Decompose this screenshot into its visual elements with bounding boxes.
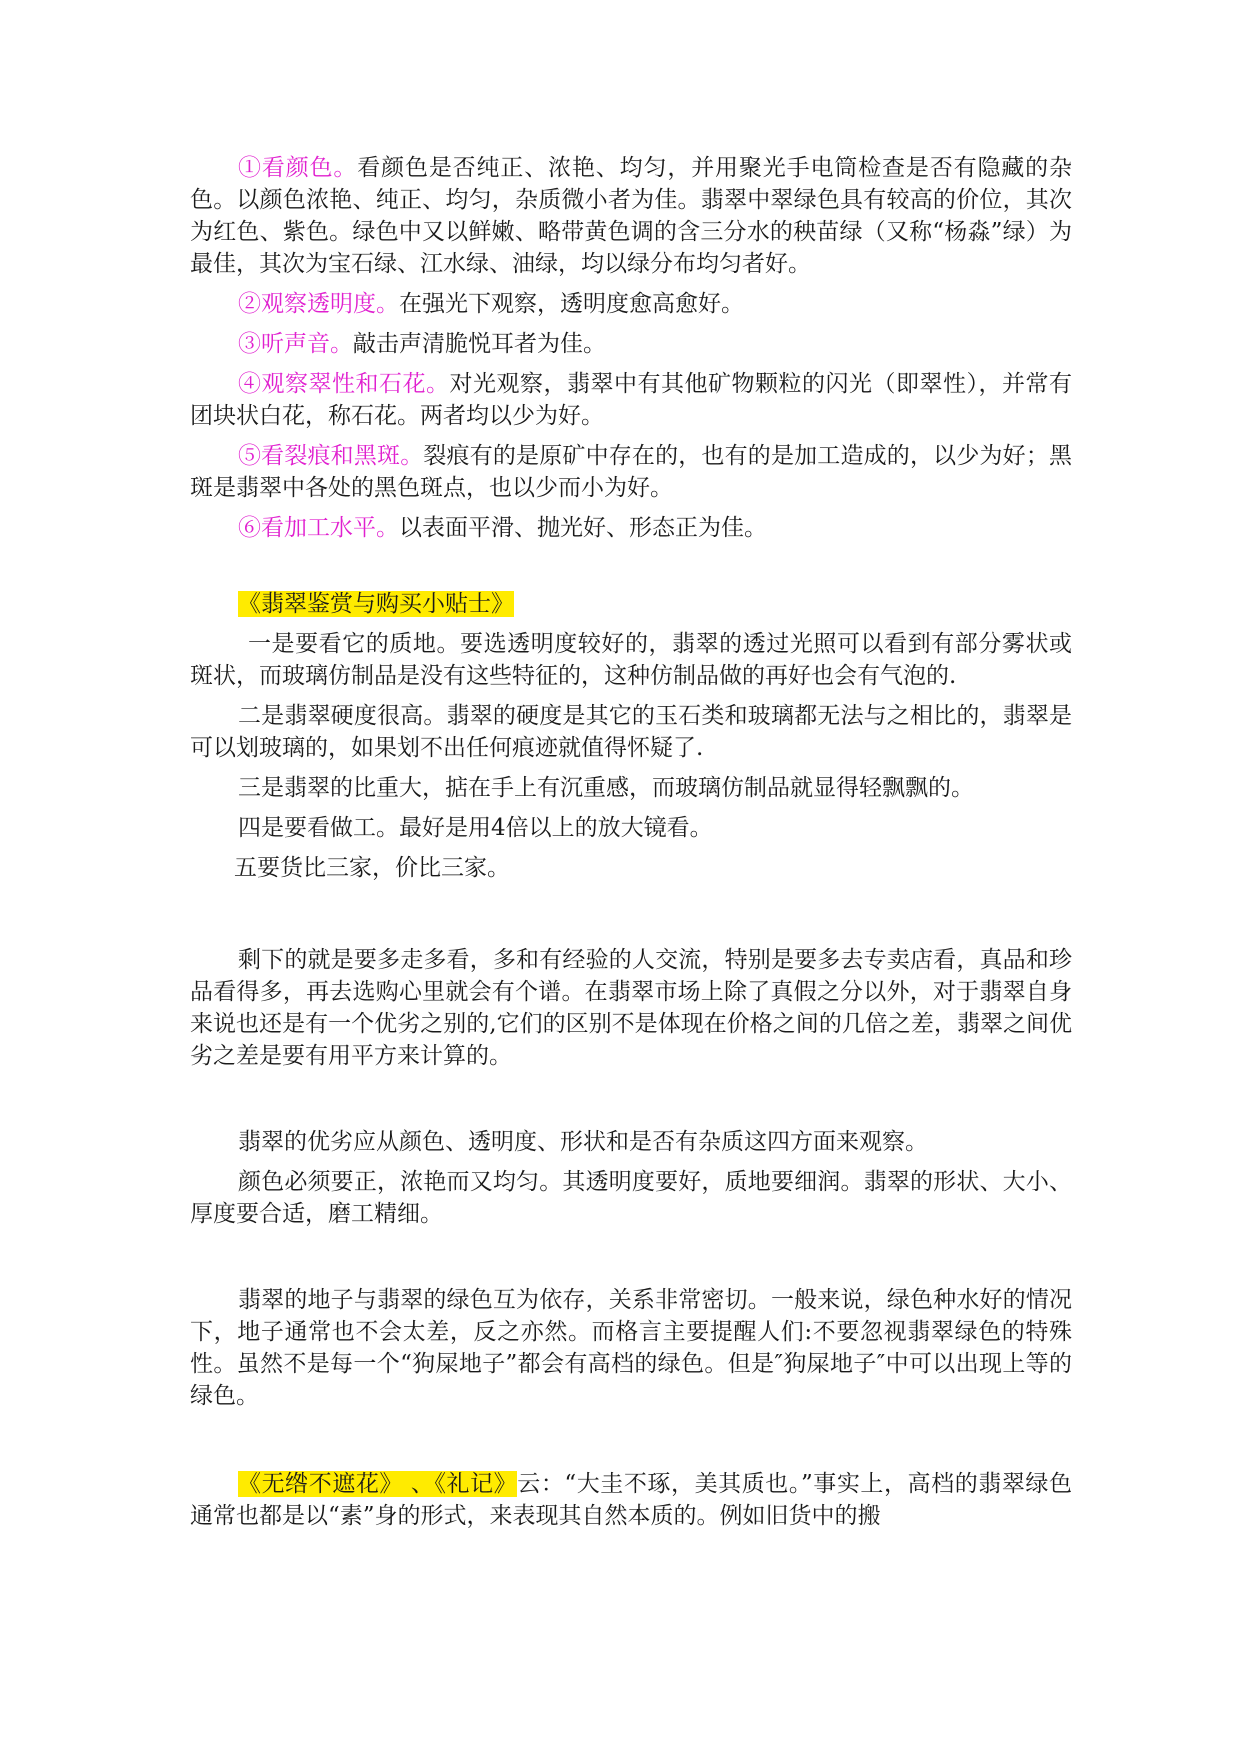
paragraph-transparency	[190, 288, 1072, 320]
paragraph-dizi: 翡翠的地子与翡翠的绿色互为依存，关系非常密切。一般来说，绿色种水好的情况下，地子通常也不会太差，反之亦然。而格言主要提醒人们:不要忽视翡翠绿色的特殊性。虽然不是每一个“狗屎地子”都会有高档的绿色。但是″狗屎地子″中可以出现上等的绿色。	[190, 1287, 1072, 1409]
tips-title-line	[190, 588, 1072, 620]
paragraph-text: 对光观察，翡翠中有其他矿物颗粒的闪光（即翠性），并常有团块状白花，称石花。两者均以少为好。	[190, 371, 1072, 429]
paragraph-text: 裂痕有的是原矿中存在的，也有的是加工造成的，以少为好；黑斑是翡翠中各处的黑色斑点，也以少而小为好。	[190, 443, 1073, 501]
tip-1: 一是要看它的质地。要选透明度较好的，翡翠的透过光照可以看到有部分雾状或斑状，而玻璃仿制品是没有这些特征的，这种仿制品做的再好也会有气泡的.	[190, 631, 1072, 689]
tip-3: 三是翡翠的比重大，掂在手上有沉重感，而玻璃仿制品就显得轻飘飘的。	[238, 775, 974, 801]
quality-2: 颜色必须要正，浓艳而又均匀。其透明度要好，质地要细润。翡翠的形状、大小、厚度要合适，磨工精细。	[190, 1169, 1072, 1227]
heading-inline: ④观察翠性和石花。	[238, 371, 450, 397]
tip-5: 五要货比三家，价比三家。	[234, 855, 510, 881]
paragraph-color	[190, 152, 1072, 280]
quality-1: 翡翠的优劣应从颜色、透明度、形状和是否有杂质这四方面来观察。	[238, 1129, 928, 1155]
paragraph-cracks	[190, 440, 1072, 504]
tip-4: 四是要看做工。最好是用4倍以上的放大镜看。	[238, 815, 713, 841]
paragraph-craft	[190, 512, 1072, 544]
tips-title: 《翡翠鉴赏与购买小贴士》	[238, 591, 514, 617]
paragraph-text: 以表面平滑、抛光好、形态正为佳。	[399, 515, 767, 541]
paragraph-text: 敲击声清脆悦耳者为佳。	[353, 331, 606, 357]
paragraph-last	[190, 1468, 1072, 1532]
paragraph-sound	[190, 328, 1072, 360]
paragraph-text: 看颜色是否纯正、浓艳、均匀，并用聚光手电筒检查是否有隐藏的杂色。以颜色浓艳、纯正、均匀，杂质微小者为佳。翡翠中翠绿色具有较高的价位，其次为红色、紫色。绿色中又以鲜嫩、略带黄色调的含三分水的秧苗绿（又称“杨淼”绿）为最佳，其次为宝石绿、江水绿、油绿，均以绿分布均匀者好。	[190, 155, 1073, 277]
tip-2: 二是翡翠硬度很高。翡翠的硬度是其它的玉石类和玻璃都无法与之相比的，翡翠是可以划玻璃的，如果划不出任何痕迹就值得怀疑了.	[190, 703, 1072, 761]
document-body	[190, 152, 1072, 1532]
paragraph-more: 剩下的就是要多走多看，多和有经验的人交流，特别是要多去专卖店看，真品和珍品看得多，再去选购心里就会有个谱。在翡翠市场上除了真假之分以外，对于翡翠自身来说也还是有一个优劣之别的,它们的区别不是体现在价格之间的几倍之差，翡翠之间优劣之差是要有用平方来计算的。	[190, 947, 1072, 1069]
paragraph-text: 云：“大圭不琢，美其质也。”事实上，高档的翡翠绿色通常也都是以“素”身的形式，来表现其自然本质的。例如旧货中的搬	[190, 1471, 1072, 1529]
heading-inline: ⑤看裂痕和黑斑。	[238, 443, 424, 469]
paragraph-jadeite-nature	[190, 368, 1072, 432]
heading-inline: ②观察透明度。	[238, 291, 399, 317]
heading-inline: ①看颜色。	[238, 155, 358, 181]
highlighted-citation: 《无绺不遮花》 、《礼记》	[238, 1471, 518, 1497]
paragraph-text: 在强光下观察，透明度愈高愈好。	[399, 291, 744, 317]
heading-inline: ⑥看加工水平。	[238, 515, 399, 541]
heading-inline: ③听声音。	[238, 331, 353, 357]
